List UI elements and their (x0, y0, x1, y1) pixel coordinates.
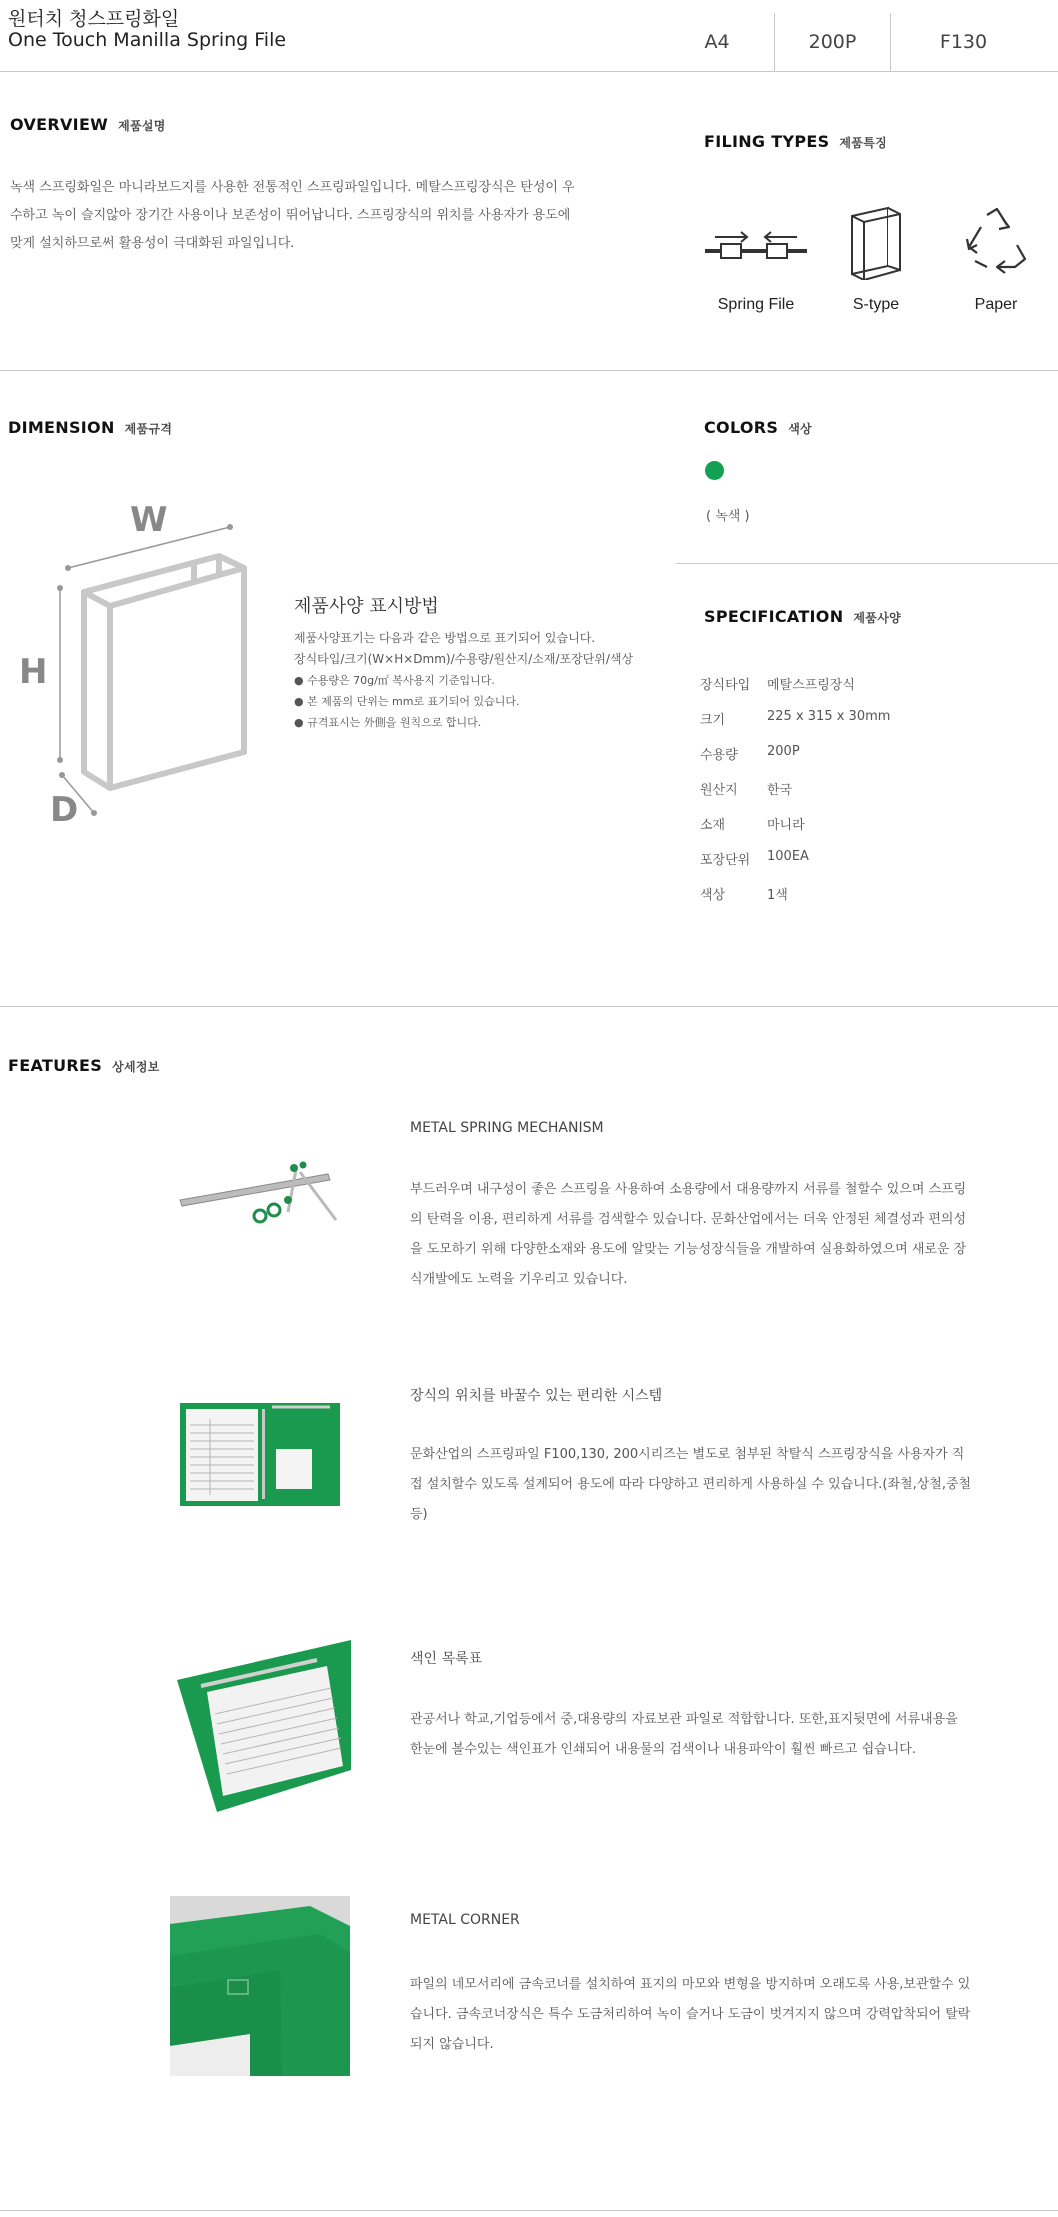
filing-types-subtitle: 제품특징 (839, 136, 887, 150)
overview-line: 수하고 녹이 슬지않아 장기간 사용이나 보존성이 뛰어납니다. 스프링장식의 위치를 사용자가 용도에 (10, 208, 571, 223)
spec-notation-bullet: ● 수용량은 70g/㎡ 복사용지 기준입니다. (294, 674, 495, 687)
spec-row (700, 849, 1007, 884)
spec-key: 소재 (700, 818, 726, 833)
dimension-w-label: W (130, 500, 168, 540)
features-heading (8, 1056, 160, 1075)
overview-subtitle: 제품설명 (118, 119, 166, 133)
header-spec-capacity: 200P (774, 13, 890, 71)
dimension-heading (8, 418, 172, 437)
colors-subtitle: 색상 (788, 422, 813, 436)
feature-line: 문화산업의 스프링파일 F100,130, 200시리즈는 별도로 첨부된 착탈식 스프링장식을 사용자가 직 (410, 1447, 965, 1462)
s-type-binder-icon (816, 200, 936, 284)
feature-line: 접 설치할수 있도록 설계되어 용도에 따라 다양하고 편리하게 사용하실 수 있습니다.(좌철,상철,중철 (410, 1477, 972, 1492)
index-sheet-image (177, 1640, 351, 1812)
spec-row (700, 744, 1007, 779)
spec-key: 포장단위 (700, 853, 751, 868)
spec-notation-guide (294, 592, 654, 733)
spring-file-icon (696, 200, 816, 284)
dimension-subtitle: 제품규격 (124, 422, 173, 436)
filing-type-label: Spring File (717, 296, 795, 313)
dimension-title: DIMENSION (8, 418, 115, 437)
feature-line: 되지 않습니다. (410, 2037, 494, 2052)
overview-line: 녹색 스프링화일은 마니라보드지를 사용한 전통적인 스프링파일입니다. 메탈스프링장식은 탄성이 우 (10, 180, 575, 195)
metal-corner-image (170, 1896, 350, 2076)
spec-key: 크기 (700, 713, 726, 728)
colors-heading (704, 418, 812, 437)
specification-subtitle: 제품사양 (853, 611, 901, 625)
header-spec-model: F130 (890, 13, 1036, 71)
colors-title: COLORS (704, 418, 779, 437)
dimension-d-label: D (50, 790, 79, 830)
feature-line: 한눈에 볼수있는 색인표가 인쇄되어 내용물의 검색이나 내용파악이 훨씬 빠르고 쉽습니다. (410, 1742, 916, 1757)
feature-line: 관공서나 학교,기업등에서 중,대용량의 자료보관 파일로 적합합니다. 또한,표지뒷면에 서류내용을 (410, 1712, 958, 1727)
feature-title: METAL CORNER (410, 1912, 520, 1928)
feature-description (410, 1970, 995, 2060)
overview-title: OVERVIEW (10, 115, 109, 134)
feature-line: 등) (410, 1507, 428, 1522)
spec-value: 200P (767, 744, 800, 759)
overview-heading (10, 115, 166, 134)
open-file-image (180, 1403, 340, 1506)
product-title-english: One Touch Manilla Spring File (8, 29, 287, 51)
filing-type-label: Paper (974, 296, 1018, 313)
feature-description (410, 1705, 995, 1765)
spec-key: 원산지 (700, 783, 738, 798)
section-divider (0, 2210, 1058, 2211)
spec-row (700, 884, 1007, 919)
overview-description (10, 174, 610, 258)
spec-value: 100EA (767, 849, 809, 864)
feature-line: 을 도모하기 위해 다양한소재와 용도에 알맞는 기능성장식들을 개발하여 실용화하였으며 새로운 장 (410, 1242, 967, 1257)
spec-notation-bullet: ● 규격표시는 外側을 원칙으로 합니다. (294, 716, 482, 729)
feature-title: 색인 목록표 (410, 1651, 483, 1667)
spec-key: 색상 (700, 888, 726, 903)
spec-row (700, 709, 1007, 744)
recycle-icon (936, 200, 1056, 284)
filing-type-label: S-type (852, 296, 900, 313)
feature-description (410, 1440, 995, 1530)
color-swatch-green (705, 461, 724, 480)
specification-table (700, 674, 1007, 919)
spec-value: 마니라 (767, 818, 805, 833)
feature-description (410, 1175, 995, 1295)
spec-value: 1색 (767, 888, 788, 903)
spec-row (700, 674, 1007, 709)
color-swatch-label: ( 녹색 ) (706, 509, 750, 524)
features-title: FEATURES (8, 1056, 103, 1075)
header-spec-size: A4 (704, 31, 730, 53)
spec-value: 한국 (767, 783, 793, 798)
section-divider (0, 1006, 1058, 1007)
features-subtitle: 상세정보 (112, 1060, 160, 1074)
filing-types-heading (704, 132, 887, 151)
spec-key: 수용량 (700, 748, 738, 763)
feature-line: 식개발에도 노력을 기우리고 있습니다. (410, 1272, 628, 1287)
feature-line: 습니다. 금속코너장식은 특수 도금처리하여 녹이 슬거나 도금이 벗겨지지 않으며 강력압착되어 탈락 (410, 2007, 971, 2022)
spec-notation-title: 제품사양 표시방법 (294, 596, 439, 617)
filing-type-paper (936, 200, 1056, 314)
filing-types-title: FILING TYPES (704, 132, 830, 151)
spec-notation-bullet: ● 본 제품의 단위는 mm로 표기되어 있습니다. (294, 695, 520, 708)
dimension-h-label: H (19, 652, 48, 692)
spec-row (700, 779, 1007, 814)
filing-type-s-type (816, 200, 936, 314)
spec-notation-line: 제품사양표기는 다음과 같은 방법으로 표기되어 있습니다. (294, 631, 596, 645)
spec-notation-line: 장식타입/크기(W×H×Dmm)/수용량/원산지/소재/포장단위/색상 (294, 652, 634, 666)
spec-key: 장식타입 (700, 678, 751, 693)
specification-heading (704, 607, 901, 626)
section-divider (0, 370, 1058, 371)
filing-type-spring-file (696, 200, 816, 314)
feature-line: 파일의 네모서리에 금속코너를 설치하여 표지의 마모와 변형을 방지하며 오래도록 사용,보관할수 있 (410, 1977, 971, 1992)
section-divider (676, 563, 1058, 564)
metal-spring-image (176, 1160, 346, 1228)
feature-title: METAL SPRING MECHANISM (410, 1120, 604, 1136)
feature-line: 의 탄력을 이용, 편리하게 서류를 검색할수 있습니다. 문화산업에서는 더욱 안정된 체결성과 편의성 (410, 1212, 967, 1227)
spec-row (700, 814, 1007, 849)
spec-value: 225 x 315 x 30mm (767, 709, 891, 724)
specification-title: SPECIFICATION (704, 607, 844, 626)
product-header (0, 0, 1058, 72)
overview-line: 맞게 설치하므로써 활용성이 극대화된 파일입니다. (10, 236, 295, 251)
spec-value: 메탈스프링장식 (767, 678, 855, 693)
dimension-diagram (14, 500, 274, 840)
feature-title: 장식의 위치를 바꿀수 있는 편리한 시스템 (410, 1388, 663, 1404)
product-title-korean: 원터치 청스프링화일 (8, 8, 180, 30)
feature-line: 부드러우며 내구성이 좋은 스프링을 사용하여 소용량에서 대용량까지 서류를 철할수 있으며 스프링 (410, 1182, 967, 1197)
